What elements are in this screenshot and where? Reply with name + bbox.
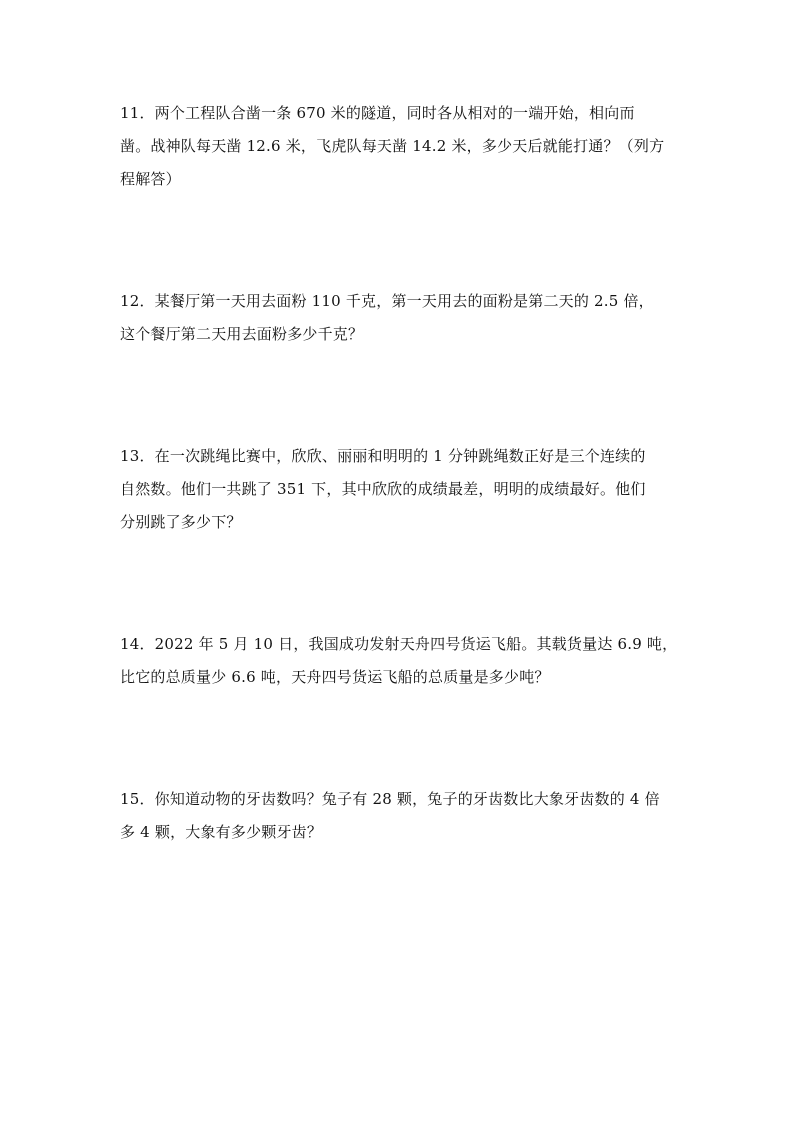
problem-15-line-1: 15．你知道动物的牙齿数吗？兔子有 28 颗，兔子的牙齿数比大象牙齿数的 4 倍 <box>120 790 660 808</box>
problem-12-line-2: 这个餐厅第二天用去面粉多少千克？ <box>120 325 364 343</box>
problem-11 <box>120 97 680 196</box>
problem-12 <box>120 285 680 351</box>
problem-11-line-2: 凿。战神队每天凿 12.6 米，飞虎队每天凿 14.2 米，多少天后就能打通？（列方 <box>120 137 665 155</box>
problem-13-line-1: 13．在一次跳绳比赛中，欣欣、丽丽和明明的 1 分钟跳绳数正好是三个连续的 <box>120 447 646 465</box>
problem-15-line-2: 多 4 颗，大象有多少颗牙齿？ <box>120 823 323 841</box>
problem-13-line-3: 分别跳了多少下？ <box>120 513 242 531</box>
problem-14-line-2: 比它的总质量少 6.6 吨，天舟四号货运飞船的总质量是多少吨？ <box>120 668 550 686</box>
problem-11-line-3: 程解答） <box>120 170 181 188</box>
problem-13-line-2: 自然数。他们一共跳了 351 下，其中欣欣的成绩最差，明明的成绩最好。他们 <box>120 480 646 498</box>
problem-13 <box>120 440 680 539</box>
problem-14 <box>120 628 680 694</box>
problem-11-line-1: 11．两个工程队合凿一条 670 米的隧道，同时各从相对的一端开始，相向而 <box>120 104 635 122</box>
problem-14-line-1: 14．2022 年 5 月 10 日，我国成功发射天舟四号货运飞船。其载货量达 6.9 吨， <box>120 635 678 653</box>
problem-15 <box>120 783 680 849</box>
problem-12-line-1: 12．某餐厅第一天用去面粉 110 千克，第一天用去的面粉是第二天的 2.5 倍， <box>120 292 654 310</box>
